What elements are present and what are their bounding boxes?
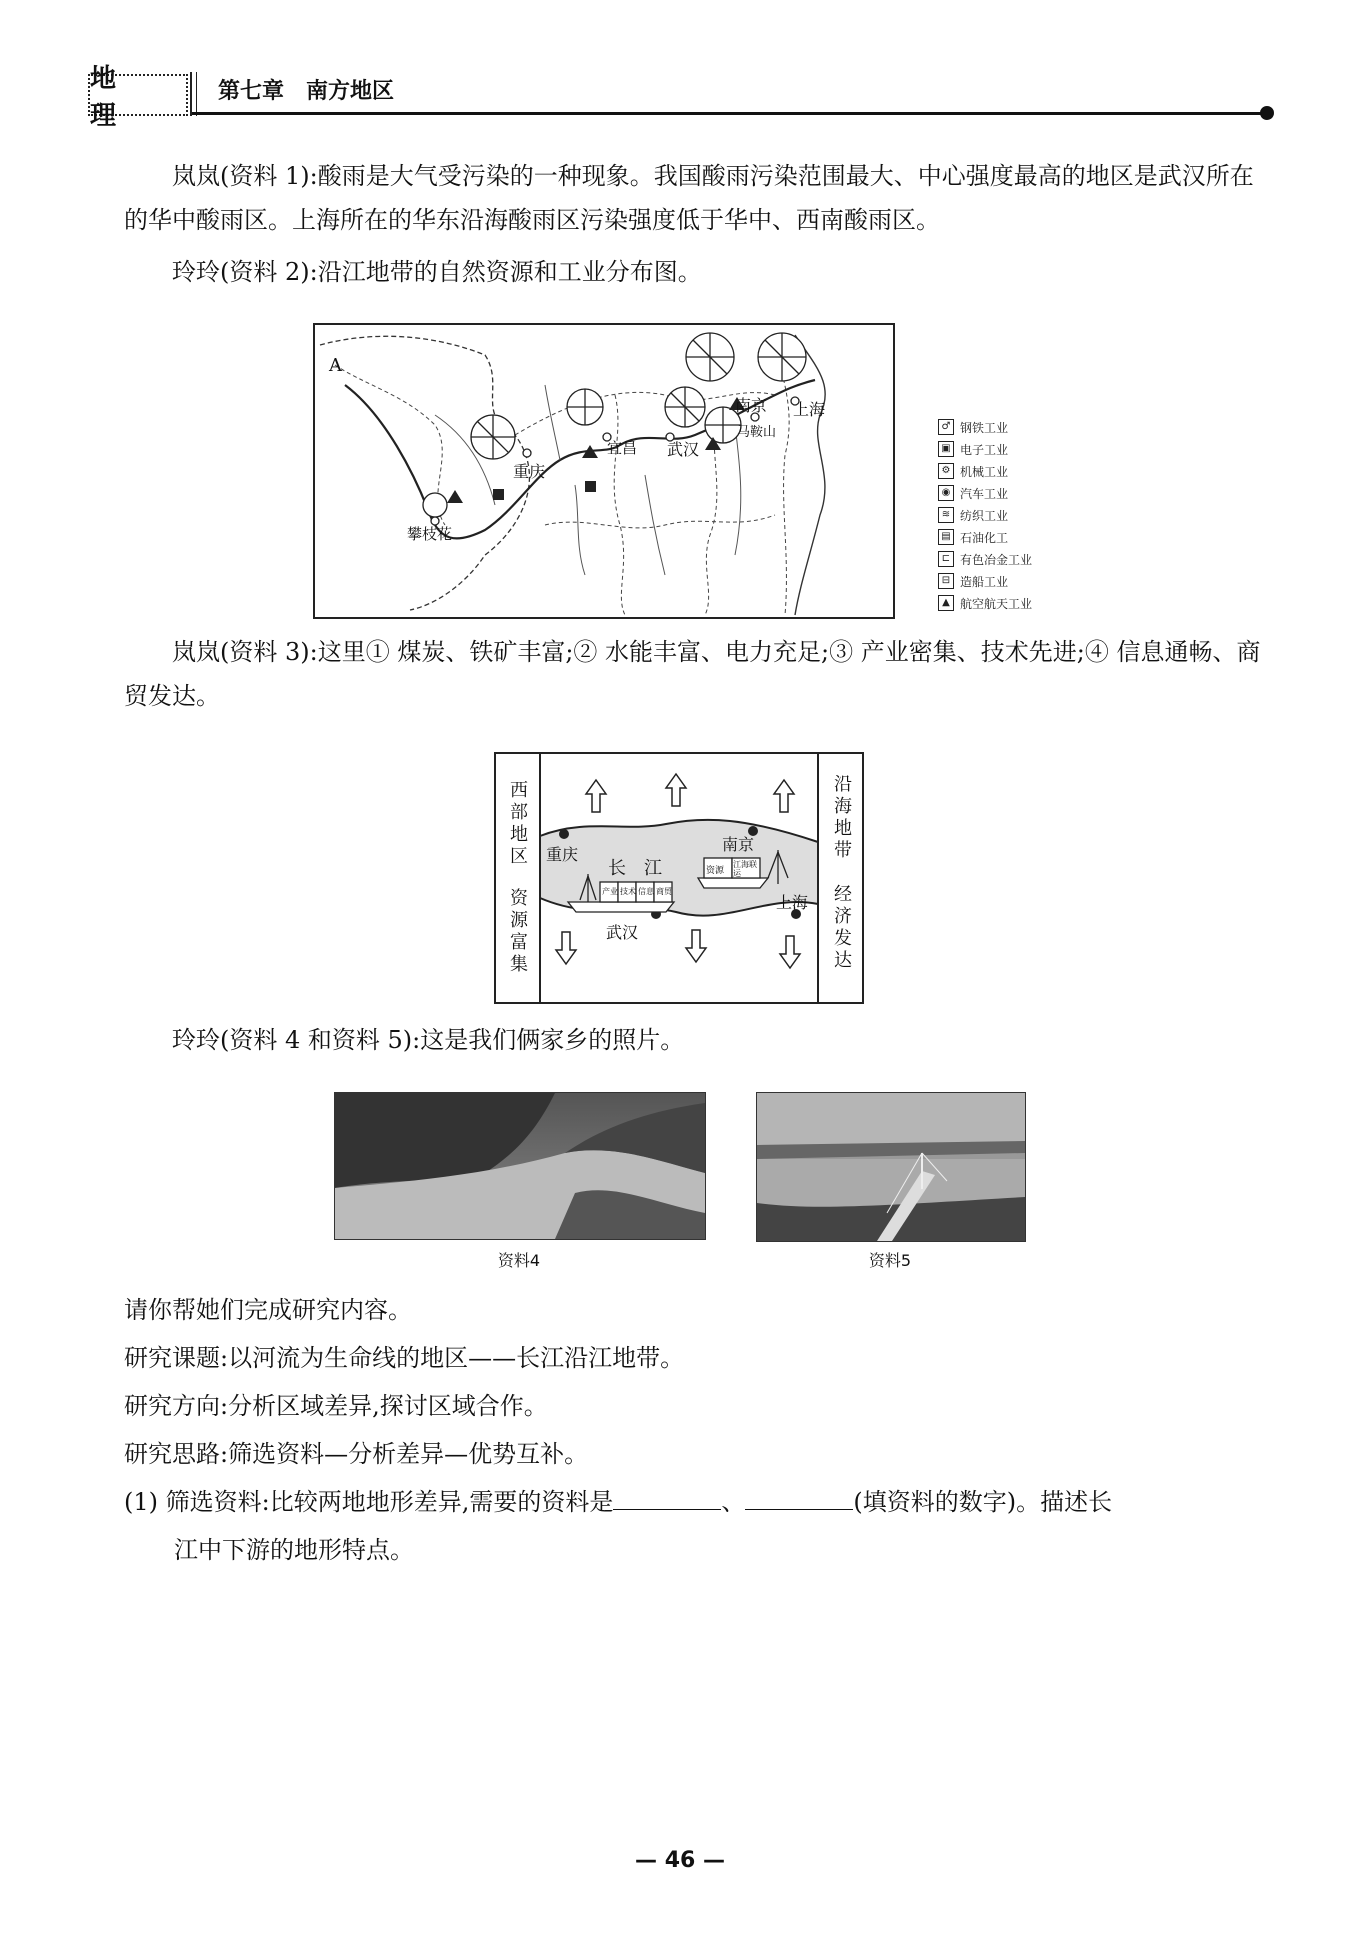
answer-blank-1[interactable] [613,1483,721,1510]
diagram-west-feature: 资源富集 [507,888,528,976]
diagram-river-label: 长 江 [608,858,662,879]
legend-label: 纺织工业 [960,508,1009,523]
machinery-icon: ⚙ [938,463,954,479]
research-approach: 研究思路:筛选资料—分析差异—优势互补。 [124,1440,589,1468]
material-1-text: 岚岚(资料 1):酸雨是大气受污染的一种现象。我国酸雨污染范围最大、中心强度最高的地区是武汉所在的华中酸雨区。上海所在的华东沿海酸雨区污染强度低于华中、西南酸雨区。 [124,162,1254,234]
textile-icon: ≋ [938,507,954,523]
caption-material-4: 资料4 [497,1251,541,1270]
question-1-separator: 、 [721,1488,746,1516]
material-3-text: 岚岚(资料 3):这里① 煤炭、铁矿丰富;② 水能丰富、电力充足;③ 产业密集、技术先进;④ 信息通畅、商贸发达。 [124,638,1261,710]
legend-petrochemical [938,526,1068,548]
diagram-city-wuhan: 武汉 [606,923,639,942]
diagram-cargo-technology: 技术 [620,887,636,896]
header-divider-thin [196,72,197,116]
diagram-city-chongqing: 重庆 [546,845,579,864]
map-city-shanghai: 上海 [793,400,826,419]
shipbuilding-icon: ⊟ [938,573,954,589]
diagram-cargo-resources: 资源 [706,866,725,876]
petrochemical-icon: ▤ [938,529,954,545]
answer-blank-2[interactable] [745,1483,853,1510]
diagram-cargo-river-sea: 江海联运 [733,860,757,878]
legend-label: 机械工业 [960,464,1009,479]
legend-shipbuilding [938,570,1068,592]
diagram-cargo-industry: 产业 [602,887,618,896]
diagram-cargo-commerce: 商贸 [656,887,672,896]
diagram-city-nanjing: 南京 [722,835,755,854]
map-city-nanjing: 南京 [735,396,768,415]
legend-label: 石油化工 [960,530,1009,545]
legend-label: 航空航天工业 [960,596,1033,611]
yangtze-cooperation-diagram [494,752,864,1004]
map-city-yichang: 宜昌 [607,439,638,457]
aerospace-icon: ▲ [938,595,954,611]
legend-nonferrous [938,548,1068,570]
task-intro: 请你帮她们完成研究内容。 [124,1296,412,1324]
map-city-panzhihua: 攀枝花 [407,525,453,543]
question-1 [124,1480,1274,1524]
header-divider [190,72,192,116]
research-topic: 研究课题:以河流为生命线的地区——长江沿江地带。 [124,1344,685,1372]
legend-steel [938,416,1068,438]
industry-resource-map [313,323,895,619]
header-rule [192,112,1264,115]
chapter-title: 第七章 南方地区 [218,79,395,104]
legend-label: 钢铁工业 [960,420,1009,435]
diagram-east-feature: 经济发达 [831,884,852,972]
diagram-west-region: 西部地区 [507,780,528,868]
map-city-wuhan: 武汉 [667,440,700,459]
header-rule-dot [1260,106,1274,120]
steel-icon: ♂ [938,419,954,435]
caption-material-5: 资料5 [868,1251,912,1270]
page-number: — 46 — [635,1848,725,1873]
nonferrous-metallurgy-icon: ⊏ [938,551,954,567]
diagram-east-region: 沿海地带 [831,774,852,862]
legend-label: 汽车工业 [960,486,1009,501]
subject-label: 地 理 [88,74,188,116]
legend-textile [938,504,1068,526]
question-1-suffix: (填资料的数字)。描述长 [853,1488,1113,1516]
legend-label: 有色冶金工业 [960,552,1033,567]
legend-label: 电子工业 [960,442,1009,457]
research-direction: 研究方向:分析区域差异,探讨区域合作。 [124,1392,548,1420]
automobile-icon: ◉ [938,485,954,501]
photo-4-drawing [335,1093,705,1239]
photo-material-5 [756,1092,1026,1242]
map-city-maanshan: 马鞍山 [737,425,777,440]
legend-electronics [938,438,1068,460]
map-city-chongqing: 重庆 [513,462,546,481]
diagram-drawing [496,754,862,1002]
electronics-icon: ▣ [938,441,954,457]
photo-material-4 [334,1092,706,1240]
legend-aerospace [938,592,1068,614]
diagram-cargo-information: 信息 [638,887,654,896]
legend-machinery [938,460,1068,482]
question-1-line-2: 江中下游的地形特点。 [174,1536,414,1564]
legend-label: 造船工业 [960,574,1009,589]
question-1-prefix: (1) 筛选资料:比较两地地形差异,需要的资料是 [124,1488,614,1516]
material-2-text: 玲玲(资料 2):沿江地带的自然资源和工业分布图。 [172,258,702,286]
photo-5-drawing [757,1093,1025,1241]
legend-automobile [938,482,1068,504]
map-drawing [315,325,893,617]
map-legend [938,416,1068,614]
map-label-a: A [329,355,342,376]
diagram-city-shanghai: 上海 [776,893,809,912]
material-4-5-text: 玲玲(资料 4 和资料 5):这是我们俩家乡的照片。 [172,1026,685,1054]
